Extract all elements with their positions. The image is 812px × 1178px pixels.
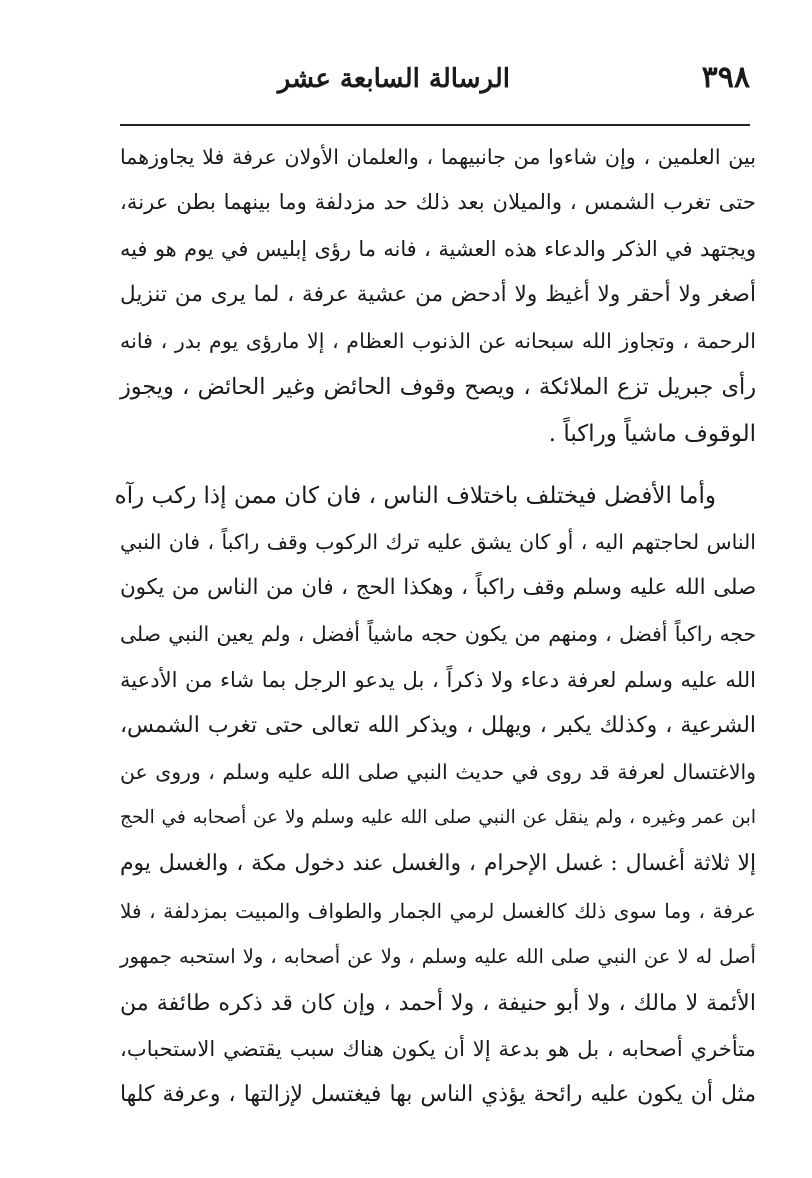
running-title: الرسالة السابعة عشر (277, 64, 510, 94)
text-line: حجه راكباً أفضل ، ومنهم من يكون حجه ماشياً أفضل ، ولم يعين النبي صلى (120, 621, 756, 646)
text-line: الله عليه وسلم لعرفة دعاء ولا ذكراً ، بل يدعو الرجل بما شاء من الأدعية (120, 667, 756, 693)
text-line: والاغتسال لعرفة قد روى في حديث النبي صلى الله عليه وسلم ، وروى عن (120, 760, 756, 785)
text-line: إلا ثلاثة أغسال : غسل الإحرام ، والغسل عند دخول مكة ، والغسل يوم (120, 851, 756, 877)
text-line: عرفة ، وما سوى ذلك كالغسل لرمي الجمار والطواف والمبيت بمزدلفة ، فلا (120, 898, 756, 923)
text-line: متأخري أصحابه ، بل هو بدعة إلا أن يكون هناك سبب يقتضي الاستحباب، (120, 1035, 756, 1061)
text-line: أصغر ولا أحقر ولا أغيظ ولا أدحض من عشية عرفة ، لما يرى من تنزيل (120, 282, 756, 308)
text-line: ويجتهد في الذكر والدعاء هذه العشية ، فانه ما رؤى إبليس في يوم هو فيه (120, 237, 756, 262)
text-line: مثل أن يكون عليه رائحة يؤذي الناس بها فيغتسل لإزالتها ، وعرفة كلها (120, 1081, 756, 1107)
text-line: الناس لحاجتهم اليه ، أو كان يشق عليه ترك الركوب وقف راكباً ، فان النبي (120, 529, 756, 554)
text-line: بين العلمين ، وإن شاءوا من جانبيهما ، والعلمان الأولان عرفة فلا يجاوزهما (120, 145, 756, 169)
text-line: أصل له لا عن النبي صلى الله عليه وسلم ، ولا عن أصحابه ، ولا استحبه جمهور (120, 944, 756, 968)
paragraph-gap (120, 457, 756, 473)
text-line: وأما الأفضل فيختلف باختلاف الناس ، فان كان ممن إذا ركب رآه (114, 482, 716, 509)
text-line: الشرعية ، وكذلك يكبر ، ويهلل ، ويذكر الله تعالى حتى تغرب الشمس، (120, 713, 757, 739)
text-line: الرحمة ، وتجاوز الله سبحانه عن الذنوب العظام ، إلا مارؤى يوم بدر ، فانه (120, 329, 756, 354)
text-line: الوقوف ماشياً وراكباً . (548, 420, 756, 447)
text-line: حتى تغرب الشمس ، والميلان بعد ذلك حد مزدلفة وما بينهما بطن عرنة، (120, 190, 756, 216)
page-header (120, 52, 750, 112)
paragraph-1 (120, 134, 756, 457)
text-line: صلى الله عليه وسلم وقف راكباً ، وهكذا الحج ، فان من الناس من يكون (120, 574, 756, 600)
body-text (114, 134, 757, 1118)
paragraph-2 (114, 473, 757, 1118)
text-line: ابن عمر وغيره ، ولم ينقل عن النبي صلى الله عليه وسلم ولا عن أصحابه في الحج (120, 807, 756, 829)
page-number: ٣٩٨ (701, 60, 750, 95)
text-line: رأى جبريل تزع الملائكة ، ويصح وقوف الحائض وغير الحائض ، ويجوز (120, 374, 756, 401)
text-line: الأئمة لا مالك ، ولا أبو حنيفة ، ولا أحمد ، وإن كان قد ذكره طائفة من (120, 989, 756, 1016)
header-rule (120, 124, 750, 126)
